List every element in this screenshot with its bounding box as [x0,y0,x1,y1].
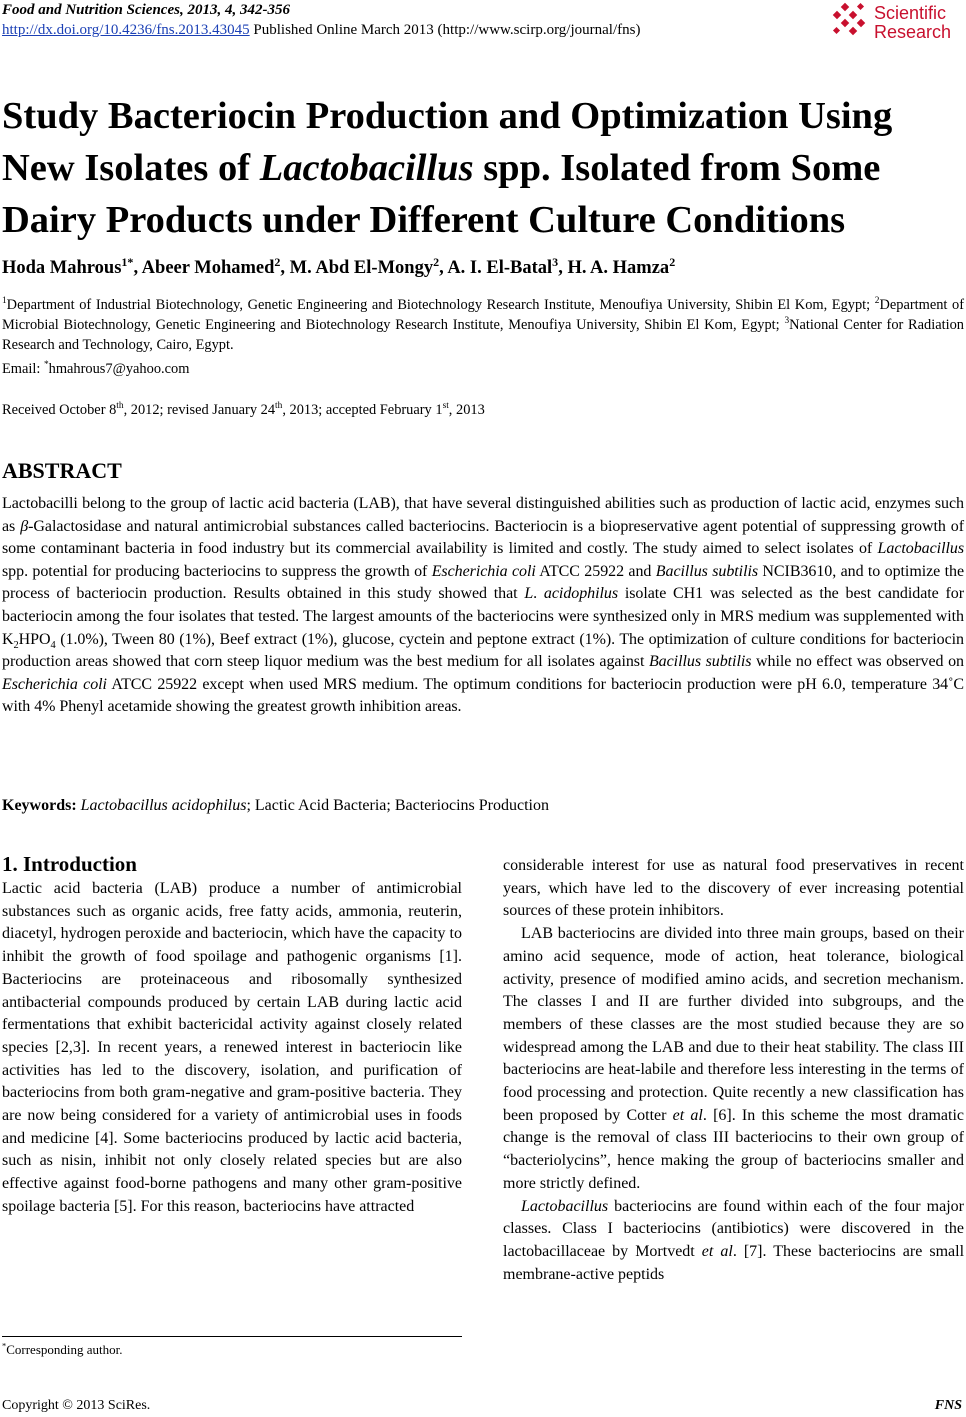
intro-italic: et al [672,1106,703,1124]
intro-paragraph: Lactic acid bacteria (LAB) produce a number of antimicrobial substances such as organic acids, free fatty acids, ammonia, reuterin, diacetyl, hydrogen peroxide and bacteriocin, which have the capacity to inhibit the growth of food spoilage and pathogenic organisms [1]. Bacteriocins are proteinaceous and ribosomally synthesized antibacterial compounds produced by certain LAB during lactic acid fermentations that exhibit bactericidal activity against closely related species [2,3]. In recent years, a renewed interest in bacteriocin like activities has led to the discovery, isolation, and purification of bacteriocins from both gram-negative and gram-positive bacteria. They are now being considered for a variety of antimicrobial uses in foods and medicine [4]. Some bacteriocins produced by lactic acid bacteria, such as nisin, inhibit not only closely related species but are also effective against food-borne pathogens and many other gram-positive spoilage bacteria [5]. For this reason, bacteriocins have attracted [2,880,462,1215]
intro-italic: et al [701,1242,733,1260]
abstract-italic: Escherichia coli [431,562,536,580]
affil-sup: 3 [784,316,790,327]
doi-line [2,20,640,40]
footnote-divider [2,1336,462,1337]
abstract-body [2,493,964,719]
affil-sup: 2 [874,296,880,307]
abstract-text: . [533,585,544,603]
received-sup: st [442,401,449,412]
received-text: , 2013 [448,402,485,418]
right-column [503,855,964,1286]
paper-title [2,90,964,246]
abstract-text: NCIB3610, and to optimize the process of bacteriocin production. Results obtained in this study showed that [2,562,964,603]
abstract-italic: β [20,517,29,535]
abstract-heading: ABSTRACT [2,458,122,483]
title-italic: Lactobacillus [259,147,474,189]
abstract-text: Lactobacilli belong to the group of lactic acid bacteria (LAB), that have several distinguished abilities such as production of lactic acid, enzymes such as [2,495,964,535]
email-address[interactable]: hmahrous7@yahoo.com [48,361,190,377]
received-sup: th [275,401,283,412]
abstract-text: while no effect was observed on [751,653,964,671]
running-header [2,0,640,40]
title-part1: Study Bacteriocin Production and Optimization Using New Isolates of [2,95,893,189]
intro-paragraph: considerable interest for use as natural food preservatives in recent years, which have led to the discovery of ever increasing potential sources of these protein inhibitors. [503,857,964,920]
email-sup: * [43,360,49,371]
keyword-italic: Lactobacillus acidophilus [80,797,247,814]
abstract-sub: 2 [13,639,19,651]
affil-text: National Center for Radiation Research and Technology, Cairo, Egypt. [2,317,965,353]
abstract-italic: Bacillus subtilis [648,653,752,671]
abstract-italic: Lactobacillus [877,540,964,558]
footnote [2,1340,122,1360]
author-list [2,256,675,280]
affil-sup: 1 [2,296,7,307]
author-name: , Abeer Mohamed [133,258,275,278]
author-name: , A. I. El-Batal [439,258,553,278]
author-sup: 2 [433,254,440,269]
left-column [2,878,462,1219]
journal-abbreviation: FNS [934,1398,962,1413]
abstract-text: ATCC 25922 and [535,562,656,580]
section-heading-introduction: 1. Introduction [2,852,137,876]
author-sup: 2 [274,254,281,269]
copyright-footer: Copyright © 2013 SciRes. [2,1398,151,1413]
intro-text: LAB bacteriocins are divided into three main groups, based on their amino acid sequence, mode of action, heat tolerance, biological activity, presence of modified amino acids, and secretion mechanism. The classes I and II are further divided into subgroups, and the members of these classes are the most studied because they are so widespread among the LAB and due to their heat stability. The class III bacteriocins are heat-labile and therefore less interesting in the terms of food processing and protection. Quite recently a new classification has been proposed by Cotter [503,925,964,1124]
received-dates [2,400,485,420]
keywords [2,795,549,817]
doi-link[interactable]: http://dx.doi.org/10.4236/fns.2013.43045 [2,22,250,38]
title-part2: spp. Isolated from Some Dairy Products under Different Culture Conditions [2,147,881,241]
publisher-logo [832,2,962,42]
affil-text: Department of Microbial Biotechnology, Genetic Engineering and Biotechnology Research Institute, Menoufiya University, Shibin El Kom, Egypt; [2,297,965,333]
abstract-text: -Galactosidase and natural antimicrobial substances called bacteriocins. Bacteriocin is a biopreservative agent potential of suppressing growth of some contaminant bacteria in food industry but its commercial availability is limited and costly. The study aimed to select isolates of [2,517,964,558]
journal-volume: , 2013, 4, 342-356 [179,2,290,18]
intro-text: bacteriocins are found within each of the four major classes. Class I bacteriocins (antibiotics) were discovered in the lactobacillaceae by Mortvedt [503,1197,964,1260]
email-line [2,359,189,379]
intro-paragraph [503,1196,964,1287]
abstract-text: ATCC 25922 except when used MRS medium. The optimum conditions for bacteriocin production were pH 6.0, temperature 34˚C with 4% Phenyl acetamide showing the greatest growth inhibition areas. [2,675,964,716]
journal-citation [2,0,640,20]
affiliations [2,295,964,355]
publisher-logo-icon [832,2,872,42]
abstract-text: isolate CH1 was selected as the best candidate for bacteriocin among the four isolates that tested. The largest amounts of the bacteriocins were synthesized only in MRS medium was supplemented with K [2,585,965,648]
author-name: , H. A. Hamza [558,258,670,278]
received-text: Received October 8 [2,402,117,418]
abstract-sub: 4 [50,639,56,651]
keywords-label: Keywords: [2,797,77,814]
abstract-text: HPO [18,630,51,648]
author-name: Hoda Mahrous [2,258,122,278]
abstract-italic: acidophilus [543,585,619,603]
author-name: , M. Abd El-Mongy [280,258,434,278]
logo-text-line2: Research [874,22,952,42]
intro-paragraph [503,923,964,1195]
author-sup: 1* [121,254,134,269]
keywords-rest: ; Lactic Acid Bacteria; Bacteriocins Production [246,797,549,814]
received-text: , 2013; accepted February 1 [282,402,443,418]
received-sup: th [116,401,124,412]
logo-text-line1: Scientific [874,3,947,23]
footnote-sup: * [2,1340,7,1351]
intro-italic: Lactobacillus [521,1197,609,1215]
author-sup: 3 [552,254,559,269]
author-sup: 2 [669,254,676,269]
abstract-text: (1.0%), Tween 80 (1%), Beef extract (1%), glucose, cyctein and peptone extract (1%). The optimization of culture conditions for bacteriocin production areas showed that corn steep liquor medium was the best medium for all isolates against [2,630,964,671]
footnote-text: Corresponding author. [6,1342,123,1357]
received-text: , 2012; revised January 24 [123,402,276,418]
abstract-italic: L [524,585,534,603]
intro-text: . [6]. In this scheme the most dramatic change is the removal of class III bacteriocins to their own group of “bacteriolycins”, hence making the group of bacteriocins smaller and more strictly defined. [503,1106,964,1192]
abstract-italic: Escherichia coli [2,675,107,693]
email-label: Email: [2,361,44,377]
journal-name: Food and Nutrition Sciences [2,2,180,18]
abstract-text: spp. potential for producing bacteriocins to suppress the growth of [2,562,432,580]
abstract-italic: Bacillus subtilis [655,562,759,580]
intro-text: . [7]. These bacteriocins are small membrane-active peptids [503,1242,965,1283]
affil-text: Department of Industrial Biotechnology, Genetic Engineering and Biotechnology Research Institute, Menoufiya University, Shibin El Kom, Egypt; [6,297,875,313]
published-info: Published Online March 2013 (http://www.scirp.org/journal/fns) [249,22,641,38]
